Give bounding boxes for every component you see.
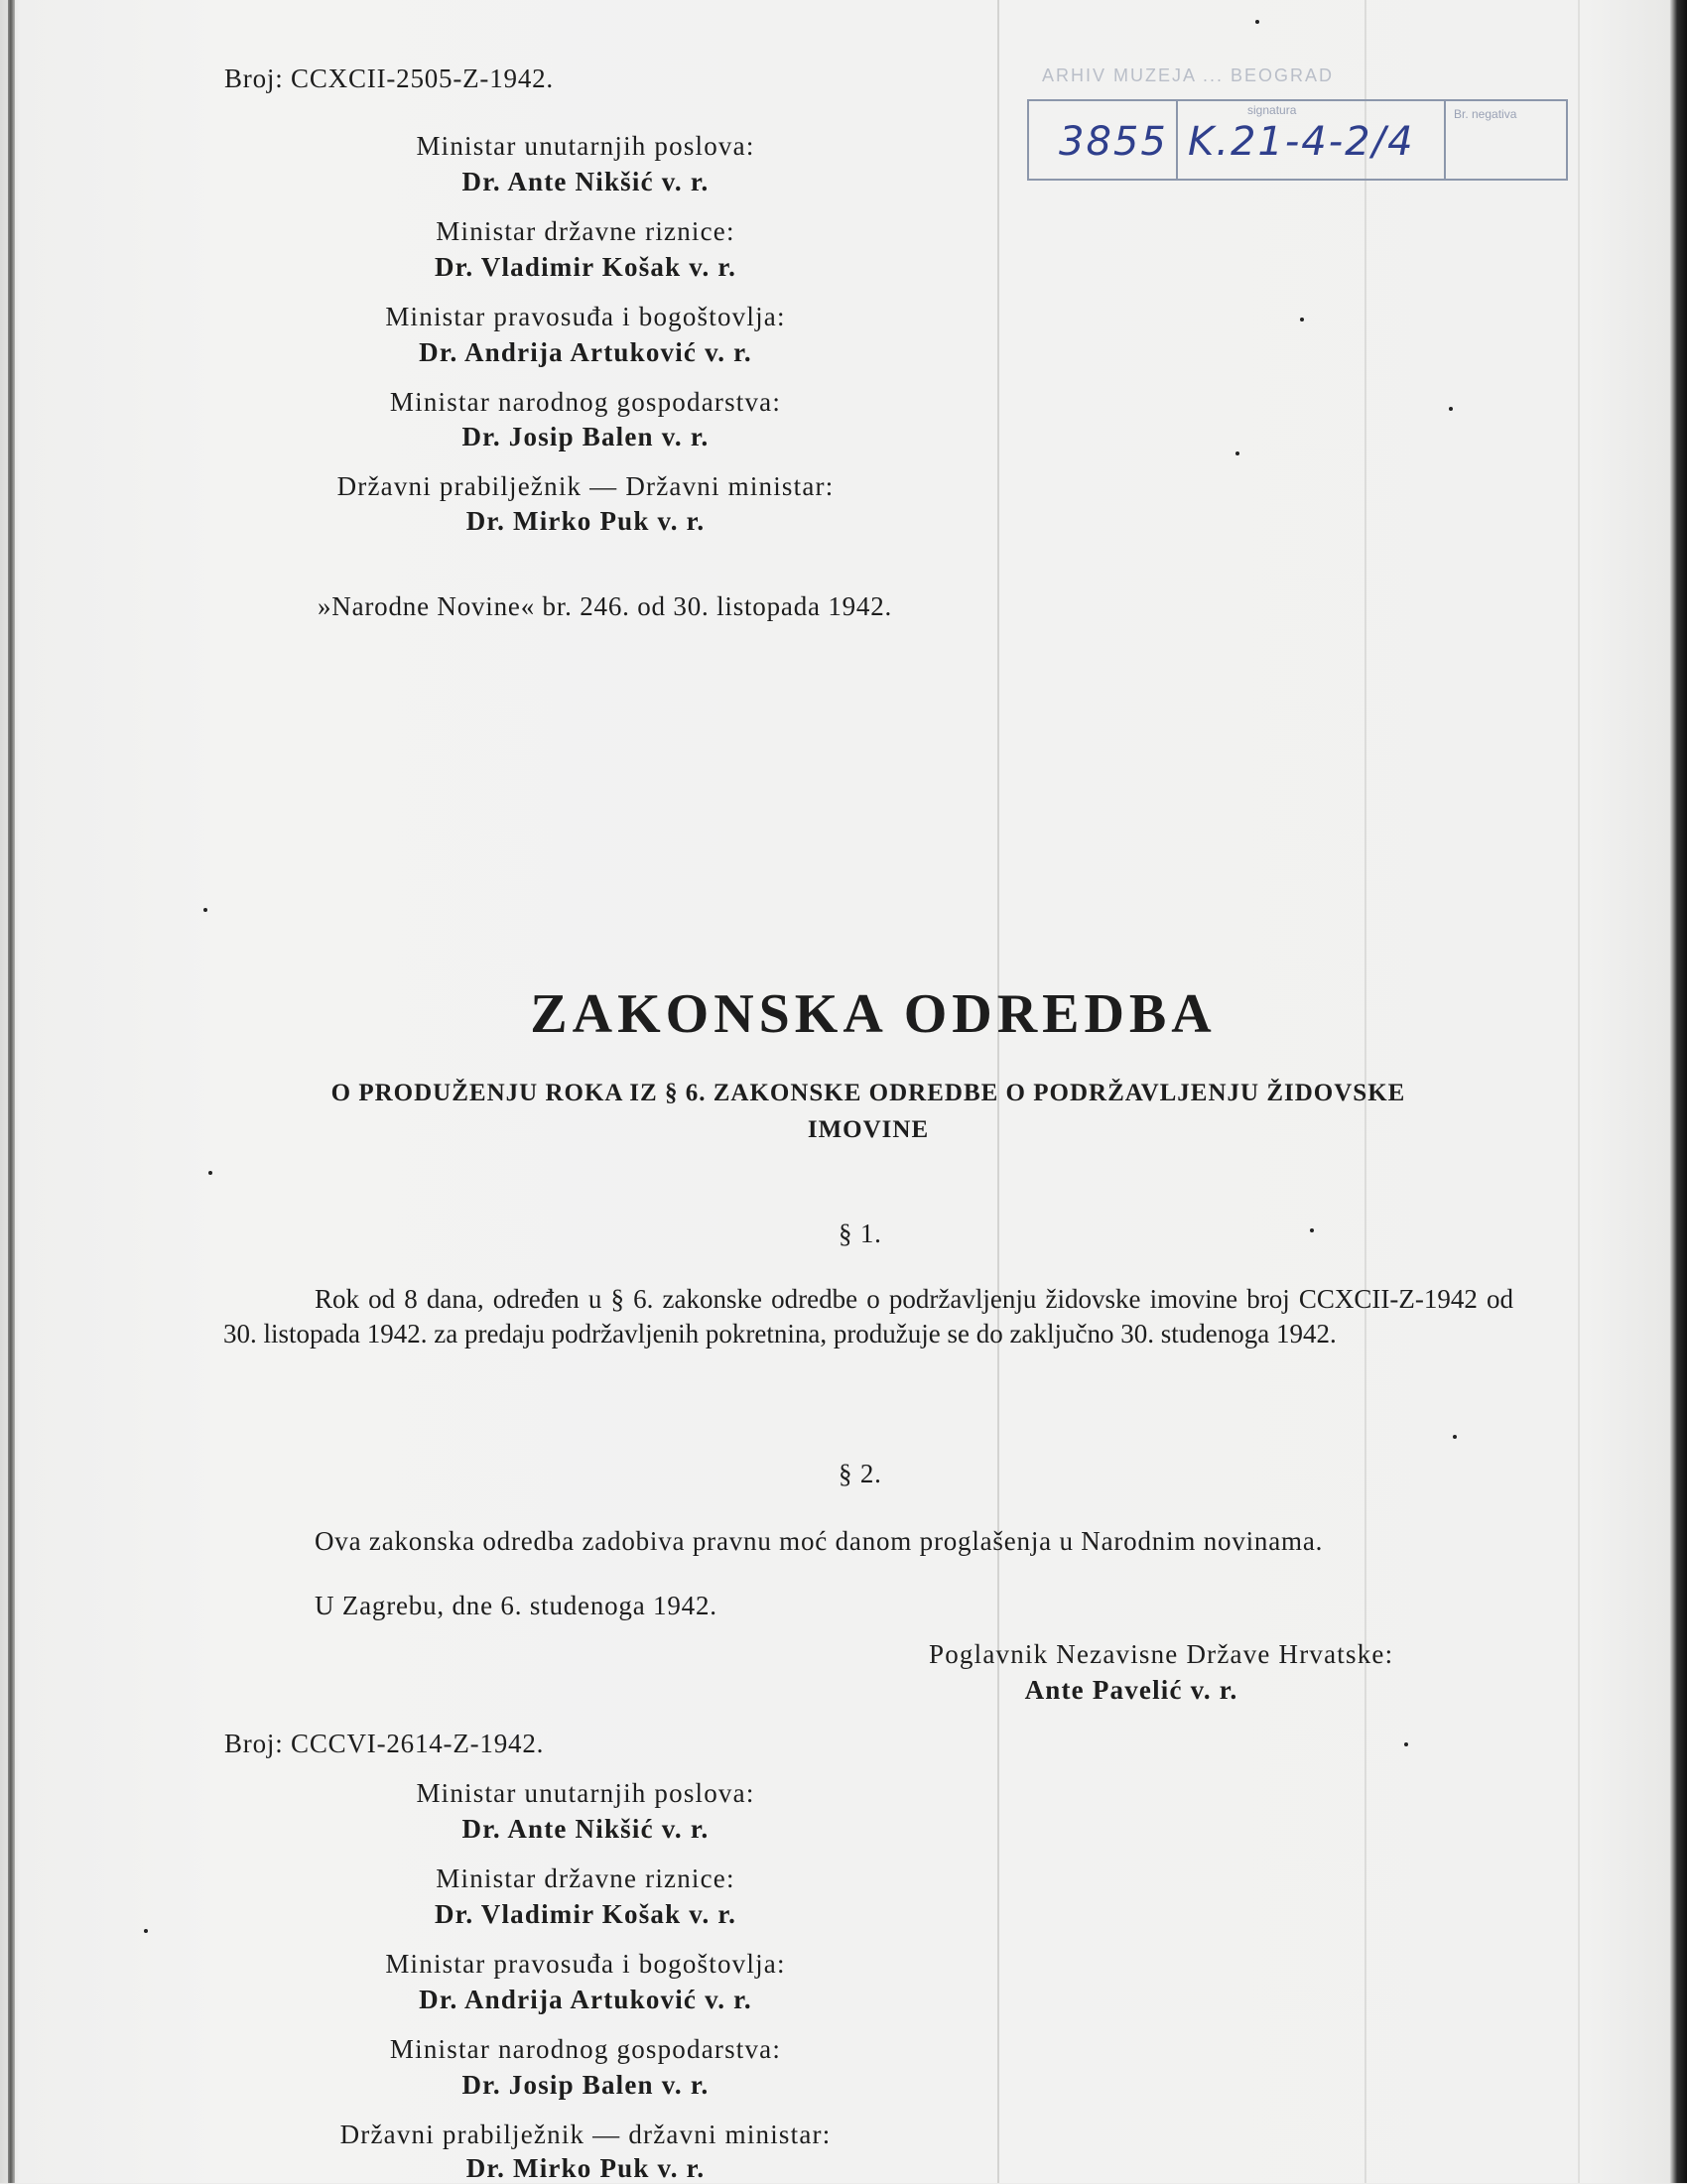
- signatory-role: Ministar pravosuđa i bogoštovlja:: [385, 1949, 786, 1979]
- signatory-name: Dr. Mirko Puk v. r.: [465, 2153, 706, 2183]
- signatory-name: Dr. Josip Balen v. r.: [461, 2070, 710, 2100]
- scan-speck: [203, 908, 207, 912]
- stamp-cell-number: [1029, 101, 1178, 179]
- scan-speck: [1255, 20, 1259, 24]
- place-date: U Zagrebu, dne 6. studenoga 1942.: [315, 1591, 717, 1620]
- stamp-number: 3855: [1059, 119, 1168, 165]
- signatory-role: Državni prabilježnik — Državni ministar:: [336, 471, 835, 501]
- signatory-role: Ministar državne riznice:: [436, 1863, 735, 1893]
- page-right-edge: [1669, 0, 1687, 2183]
- scan-speck: [144, 1929, 148, 1933]
- scan-speck: [1404, 1742, 1408, 1746]
- archive-stamp-header: ARHIV MUZEJA ... BEOGRAD: [1042, 65, 1335, 85]
- broj-number-2: Broj: CCCVI-2614-Z-1942.: [224, 1729, 545, 1758]
- scan-speck: [1449, 407, 1453, 411]
- signatory-role: Ministar unutarnjih poslova:: [416, 1778, 755, 1808]
- signatory-name: Dr. Vladimir Košak v. r.: [434, 252, 737, 282]
- stamp-code: K.21-4-2/4: [1188, 119, 1415, 165]
- decree-title: ZAKONSKA ODREDBA: [530, 983, 1217, 1045]
- stamp-negative-label: Br. negativa: [1454, 107, 1517, 121]
- stamp-cell-code: [1178, 101, 1446, 179]
- broj-number: Broj: CCXCII-2505-Z-1942.: [224, 64, 554, 93]
- signatory-name: Dr. Ante Nikšić v. r.: [461, 1814, 710, 1844]
- stamp-cell-negative: [1446, 101, 1566, 179]
- section-2-heading: § 2.: [839, 1459, 882, 1488]
- section-1-heading: § 1.: [839, 1219, 882, 1248]
- scan-speck: [208, 1171, 212, 1175]
- archive-stamp: [1027, 99, 1568, 181]
- page-left-edge: [8, 0, 15, 2183]
- signatory-role: Ministar pravosuđa i bogoštovlja:: [385, 302, 786, 331]
- section-1-text: Rok od 8 dana, određen u § 6. zakonske odredbe o podržavljenju židovske imovine broj CCXCII-Z-1942 od 30. listopada 1942. za predaju podržavljenih pokretnina, produžuje se do zaključno 30. studenoga 1942.: [223, 1284, 1513, 1349]
- scan-speck: [1235, 451, 1239, 455]
- signatory-name: Dr. Josip Balen v. r.: [461, 422, 710, 451]
- scan-speck: [1300, 318, 1304, 321]
- signatory-role: Ministar unutarnjih poslova:: [416, 131, 755, 161]
- stamp-signatura-label: signatura: [1247, 103, 1297, 117]
- section-2-text: Ova zakonska odredba zadobiva pravnu moć danom proglašenja u Narodnim novinama.: [315, 1526, 1324, 1556]
- signatory-name: Dr. Ante Nikšić v. r.: [461, 167, 710, 196]
- signatory-role: Ministar narodnog gospodarstva:: [389, 2034, 782, 2064]
- decree-subtitle-cont: IMOVINE: [807, 1116, 930, 1143]
- gazette-citation: »Narodne Novine« br. 246. od 30. listopada 1942.: [318, 591, 893, 621]
- scan-speck: [1310, 1228, 1314, 1232]
- signatory-role: Ministar državne riznice:: [436, 216, 735, 246]
- signatory-role: Ministar narodnog gospodarstva:: [389, 387, 782, 417]
- signatory-name: Dr. Vladimir Košak v. r.: [434, 1899, 737, 1929]
- decree-subtitle: O PRODUŽENJU ROKA IZ § 6. ZAKONSKE ODREDBE O PODRŽAVLJENJU ŽIDOVSKE: [330, 1080, 1406, 1106]
- signatory-name: Dr. Mirko Puk v. r.: [465, 506, 706, 536]
- signatory-name: Dr. Andrija Artuković v. r.: [419, 1985, 752, 2014]
- scan-speck: [1453, 1435, 1457, 1439]
- scan-line: [1578, 0, 1580, 2183]
- poglavnik-role: Poglavnik Nezavisne Države Hrvatske:: [929, 1639, 1394, 1669]
- signatory-role: Državni prabilježnik — državni ministar:: [339, 2120, 832, 2149]
- poglavnik-name: Ante Pavelić v. r.: [1024, 1675, 1238, 1705]
- signatory-name: Dr. Andrija Artuković v. r.: [419, 337, 752, 367]
